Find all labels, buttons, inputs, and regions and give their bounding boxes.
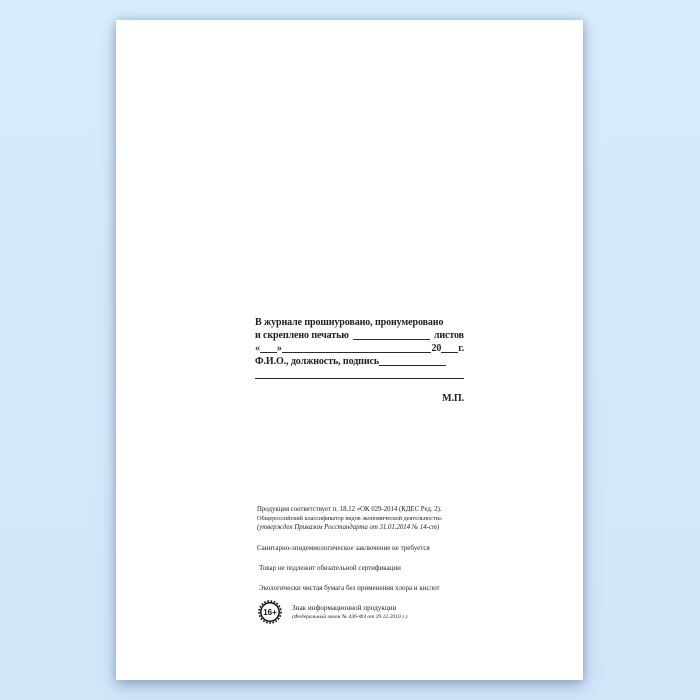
signature-label: Ф.И.О., должность, подпись	[255, 356, 380, 367]
age-16-plus-icon	[257, 599, 283, 625]
age-mark-caption	[292, 604, 408, 621]
year-suffix: г.	[458, 343, 464, 354]
stamp-line-4-signature	[255, 355, 464, 368]
stamp-line-2	[255, 329, 464, 342]
age-mark-title: Знак информационной продукции	[292, 603, 397, 612]
certification-note: Товар не подлежит обязательной сертификации	[259, 564, 401, 572]
date-quote-open: «	[255, 343, 260, 354]
binding-stamp-block	[255, 316, 464, 405]
stamp-line-2-suffix: листов	[433, 330, 464, 341]
sanitary-note: Санитарно-эпидемиологическое заключение не требуется	[257, 544, 430, 552]
stamp-line-1	[255, 316, 464, 329]
conformity-line-2: Общероссийский классификатор видов экономической деятельности»	[257, 515, 443, 522]
imprint-block	[257, 505, 475, 625]
sheets-count-blank	[353, 339, 430, 340]
signature-continuation-blank	[255, 378, 464, 379]
age-mark-law-reference: (Федеральный закон № 436-ФЗ от 29.12.2010 г.)	[292, 613, 408, 620]
seal-place-abbr: М.П.	[442, 393, 464, 404]
age-16-plus-label: 16+	[263, 607, 277, 617]
signature-blank	[379, 365, 446, 366]
document-page	[116, 20, 583, 680]
stamp-line-3-date	[255, 342, 464, 355]
day-blank	[260, 352, 277, 353]
stamp-line-2-prefix: и скреплено печатью	[255, 330, 349, 341]
year-blank	[441, 352, 458, 353]
date-quote-close: »	[276, 343, 282, 354]
year-prefix: 20	[431, 343, 442, 354]
conformity-line-3: (утвержден Приказом Росстандарта от 31.01.2014 № 14-ст)	[257, 524, 440, 531]
stamp-line-1-text: В журнале прошнуровано, пронумеровано	[255, 317, 444, 328]
conformity-line-1: Продукция соответствует п. 18.12 «ОК 029-2014 (КДЕС Ред. 2).	[257, 506, 442, 513]
eco-note: Экологически чистая бумага без применения хлора и кислот	[259, 584, 440, 592]
month-blank	[282, 352, 432, 353]
age-mark-row	[257, 599, 475, 625]
